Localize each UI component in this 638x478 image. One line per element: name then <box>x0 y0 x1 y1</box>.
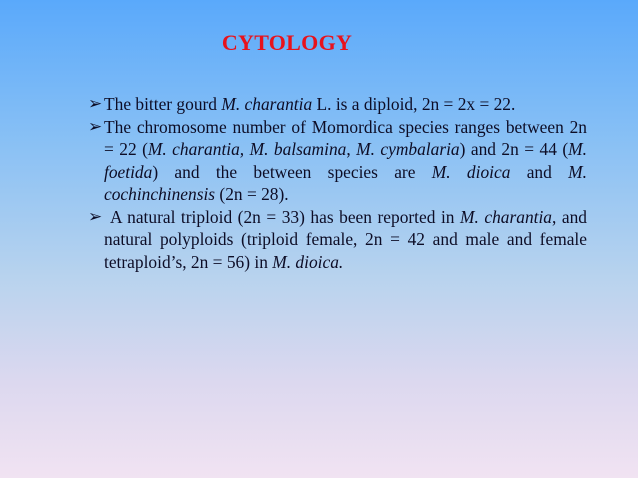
species-name: M. cochinchinensis <box>104 161 587 204</box>
species-name: M. charantia <box>221 94 313 114</box>
bullet-text: ) and the between species are <box>152 161 432 182</box>
species-name: M. dioica <box>431 161 511 182</box>
bullet-list <box>88 93 587 273</box>
bullet-text: A natural triploid (2n = 33) has been reported in <box>110 206 461 227</box>
species-name: M. charantia, M. balsamina <box>147 139 347 159</box>
bullet-item-chromosome-number <box>88 116 587 206</box>
bullet-text: and <box>510 161 569 182</box>
bullet-text: L. is a diploid, 2n = 2x = 22. <box>312 94 516 114</box>
bullet-text: , <box>346 139 357 159</box>
arrow-bullet-icon: ➢ <box>88 116 103 136</box>
slide-title: CYTOLOGY <box>221 30 353 55</box>
bullet-text: (2n = 28). <box>215 184 289 204</box>
species-name: M. charantia <box>460 206 553 227</box>
bullet-text: ) and 2n = 44 ( <box>459 139 569 159</box>
bullet-item-diploid <box>88 93 587 116</box>
arrow-bullet-icon: ➢ <box>88 94 103 113</box>
species-name: M. cymbalaria <box>356 139 460 159</box>
bullet-text: The bitter gourd <box>104 94 222 114</box>
bullet-text: The chromosome number of Momordica species ranges between 2n = 22 ( <box>104 116 587 159</box>
bullet-text: , and natural polyploids (triploid female, 2n = 42 and male and female tetraploid’s, 2n = 56) in <box>104 206 588 272</box>
arrow-bullet-icon: ➢ <box>88 206 103 226</box>
species-name: M. dioica. <box>272 251 344 272</box>
bullet-item-polyploids <box>88 206 587 274</box>
species-name: M. foetida <box>104 139 587 182</box>
